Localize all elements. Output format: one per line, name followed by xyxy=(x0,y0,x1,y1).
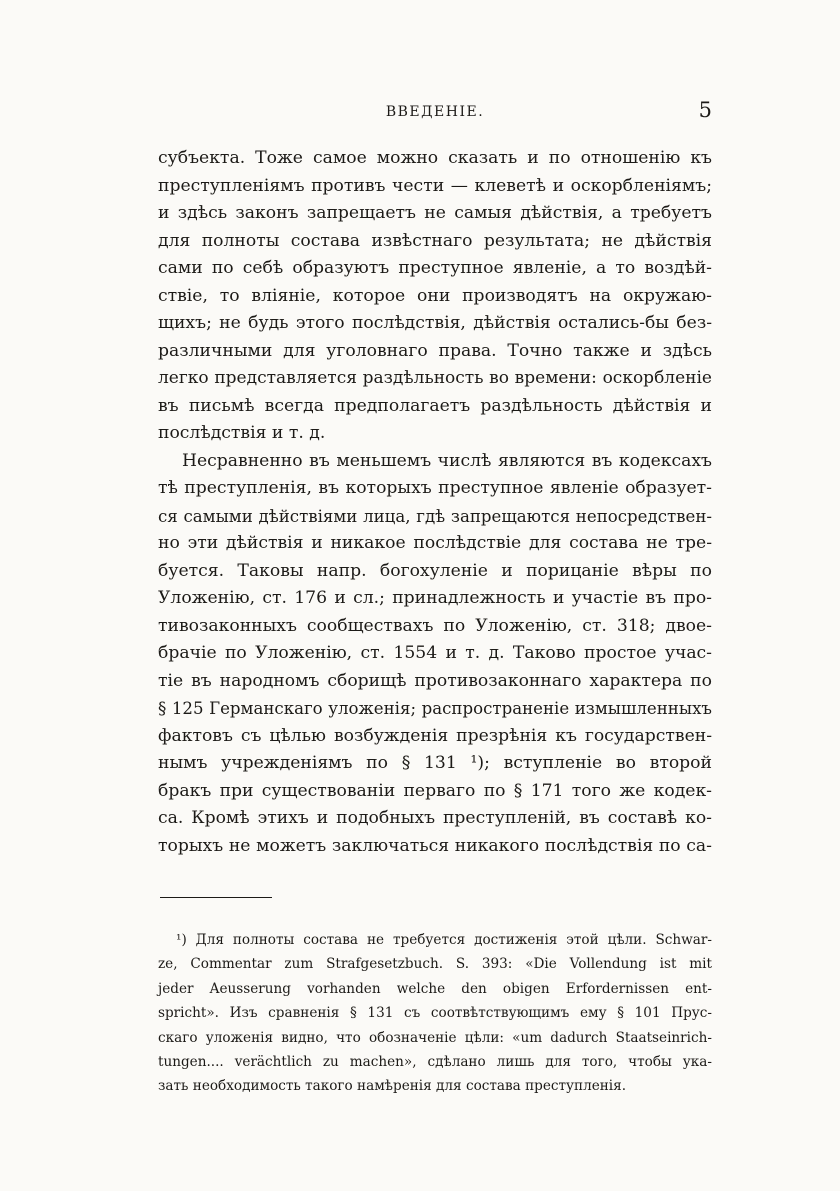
footnote-line: зать необходимость такого намѣренія для состава преступленія. xyxy=(158,1078,627,1095)
text-line: торыхъ не можетъ заключаться никакого послѣдствія по са- xyxy=(158,835,712,856)
main-text xyxy=(158,145,712,860)
footnote-line: ¹) Для полноты состава не требуется достиженія этой цѣли. Schwar- xyxy=(176,932,712,948)
text-line: § 125 Германскаго уложенія; распространеніе измышленныхъ xyxy=(158,699,712,718)
text-line: фактовъ съ цѣлью возбужденія презрѣнія къ государствен- xyxy=(158,725,712,746)
text-line: но эти дѣйствія и никакое послѣдствіе для состава не тре- xyxy=(158,533,712,553)
text-line: легко представляется раздѣльность во времени: оскорбленіе xyxy=(158,368,712,388)
footnote-line: скаго уложенія видно, что обозначеніе цѣли: «um dadurch Staatseinrich- xyxy=(158,1029,712,1046)
footnote xyxy=(158,928,712,1099)
footnote-line: jeder Aeusserung vorhanden welche den obigen Erfordernissen ent- xyxy=(158,980,712,997)
text-line: тіе въ народномъ сборищѣ противозаконнаго характера по xyxy=(158,670,712,691)
footnote-divider xyxy=(160,897,272,898)
text-line: и здѣсь законъ запрещаетъ не самыя дѣйствія, а требуетъ xyxy=(158,203,712,223)
footnote-line: ze, Commentar zum Strafgesetzbuch. S. 393: «Die Vollendung ist mit xyxy=(158,956,712,973)
text-line: са. Кромѣ этихъ и подобныхъ преступленій, въ составѣ ко- xyxy=(158,808,712,828)
footnote-line: spricht». Изъ сравненія § 131 съ соотвѣтствующимъ ему § 101 Прус- xyxy=(158,1005,712,1022)
paragraph-start-line: Несравненно въ меньшемъ числѣ являются въ кодексахъ xyxy=(182,450,712,471)
text-line: субъекта. Тоже самое можно сказать и по отношенію къ xyxy=(158,148,712,168)
text-line: въ письмѣ всегда предполагаетъ раздѣльность дѣйствія и xyxy=(158,395,712,416)
running-title: ВВЕДЕНІЕ. xyxy=(385,104,485,120)
text-line: Уложенію, ст. 176 и сл.; принадлежность и участіе въ про- xyxy=(158,588,712,608)
page-header xyxy=(158,98,712,126)
text-line: ся самыми дѣйствіями лица, гдѣ запрещаются непосредствен- xyxy=(158,506,712,526)
footnote-line: tungen.... verächtlich zu machen», сдѣлано лишь для того, чтобы ука- xyxy=(158,1053,712,1070)
text-line: различными для уголовнаго права. Точно также и здѣсь xyxy=(158,340,712,361)
text-line: тѣ преступленія, въ которыхъ преступное явленіе образует- xyxy=(158,478,712,498)
text-line: ствіе, то вліяніе, которое они производятъ на окружаю- xyxy=(158,285,712,306)
text-line: щихъ; не будь этого послѣдствія, дѣйствія остались-бы без- xyxy=(158,313,712,333)
text-line: для полноты состава извѣстнаго результата; не дѣйствія xyxy=(158,230,712,251)
text-line: нымъ учрежденіямъ по § 131 ¹); вступленіе во второй xyxy=(158,753,712,773)
text-line: сами по себѣ образуютъ преступное явленіе, а то воздѣй- xyxy=(158,258,712,278)
text-line: тивозаконныхъ сообществахъ по Уложенію, ст. 318; двое- xyxy=(158,615,712,636)
text-line: преступленіямъ противъ чести — клеветѣ и оскорбленіямъ; xyxy=(158,175,712,196)
page-number: 5 xyxy=(698,98,712,122)
text-line: бракъ при существованіи перваго по § 171 того же кодек- xyxy=(158,780,712,801)
text-line: брачіе по Уложенію, ст. 1554 и т. д. Таково простое учас- xyxy=(158,643,712,663)
text-line: послѣдствія и т. д. xyxy=(158,423,326,443)
text-line: буется. Таковы напр. богохуленіе и порицаніе вѣры по xyxy=(158,560,712,581)
